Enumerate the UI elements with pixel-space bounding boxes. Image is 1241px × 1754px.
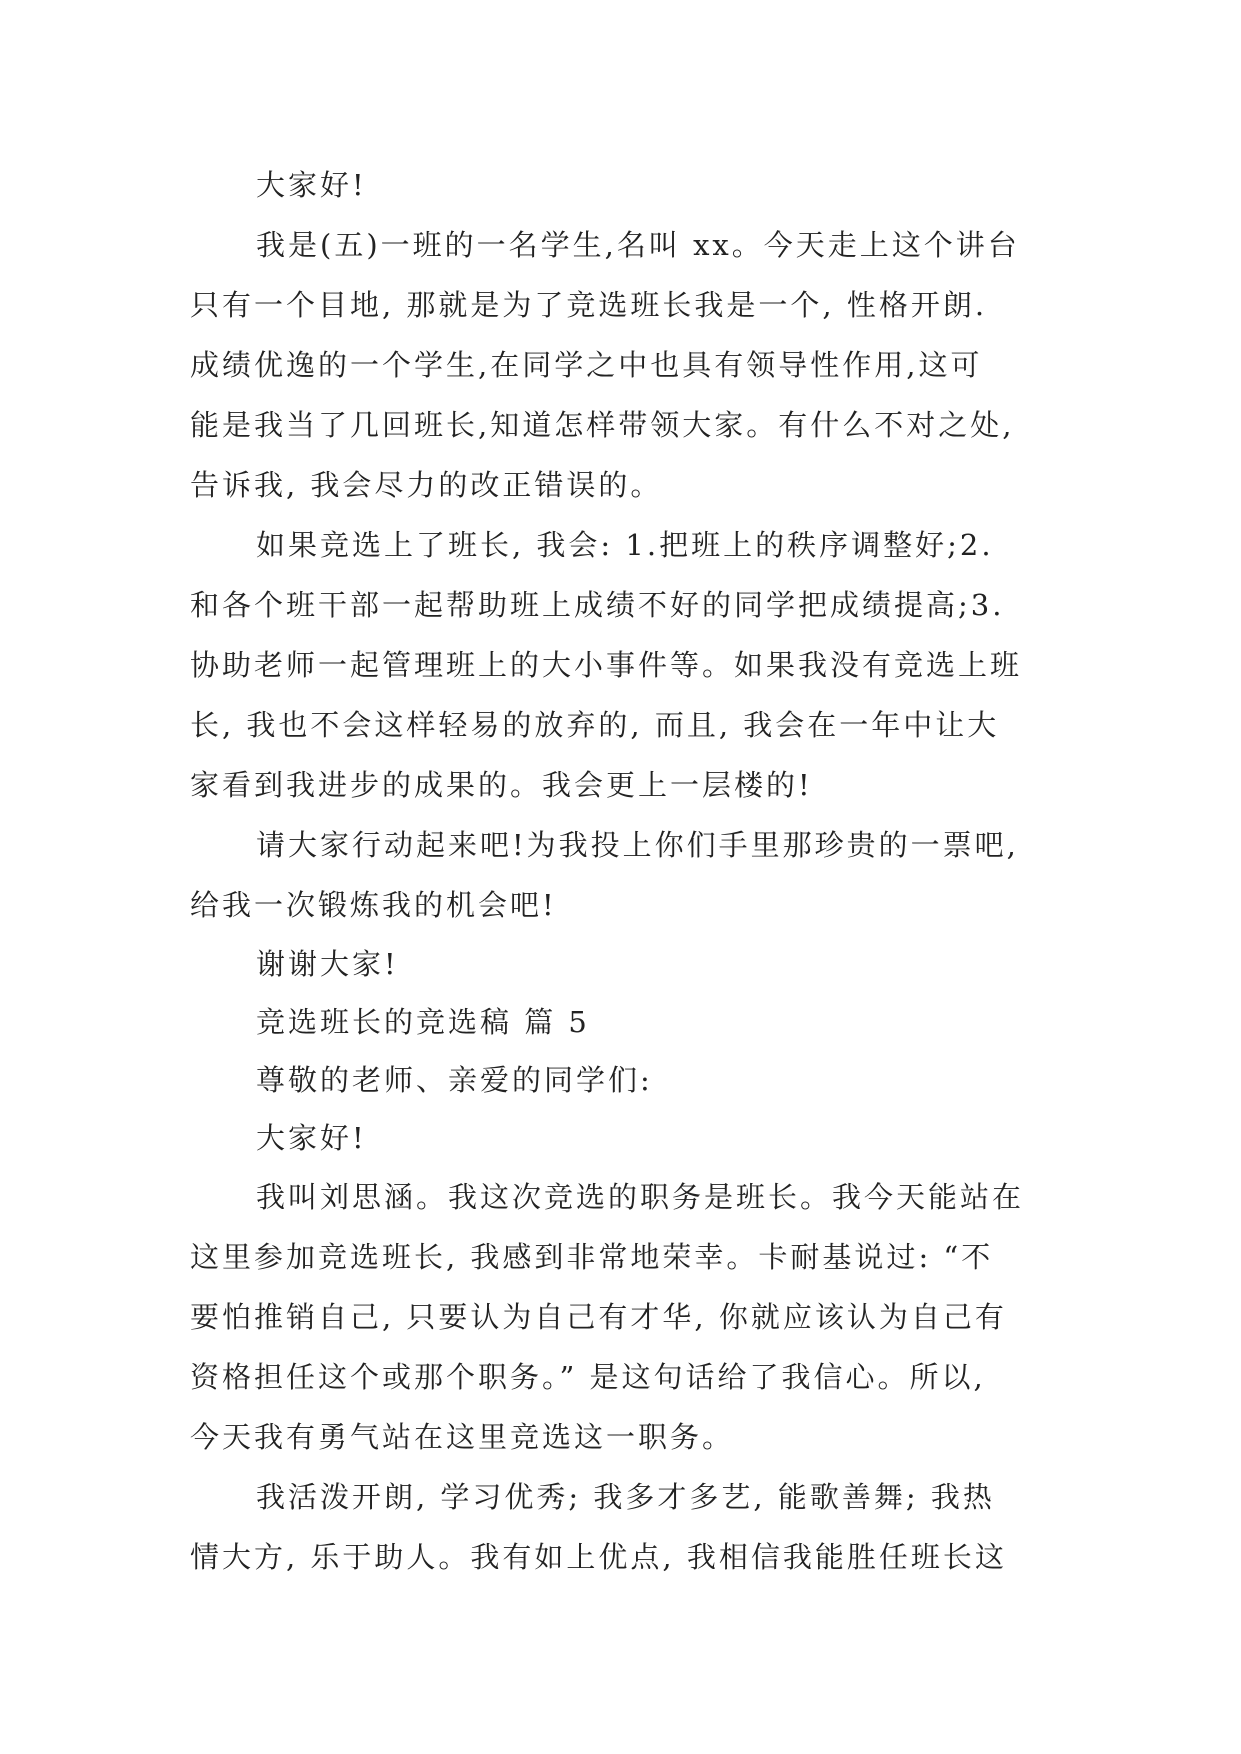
document-body	[190, 155, 1050, 1587]
text-line: 这里参加竞选班长, 我感到非常地荣幸。卡耐基说过: “不	[190, 1240, 994, 1274]
section-heading: 竞选班长的竞选稿 篇 5	[256, 1005, 590, 1039]
text-line: 我叫刘思涵。我这次竞选的职务是班长。我今天能站在	[256, 1180, 1025, 1214]
text-line: 资格担任这个或那个职务。” 是这句话给了我信心。所以,	[190, 1360, 986, 1394]
text-line: 我是(五)一班的一名学生,名叫 xx。今天走上这个讲台	[256, 228, 1020, 262]
text-line: 今天我有勇气站在这里竞选这一职务。	[190, 1420, 735, 1454]
text-line: 协助老师一起管理班上的大小事件等。如果我没有竞选上班	[190, 648, 1023, 682]
text-line: 能是我当了几回班长,知道怎样带领大家。有什么不对之处,	[190, 408, 1015, 442]
greeting-line: 大家好!	[256, 168, 367, 202]
text-line: 成绩优逸的一个学生,在同学之中也具有领导性作用,这可	[190, 348, 983, 382]
text-line: 我活泼开朗, 学习优秀; 我多才多艺, 能歌善舞; 我热	[256, 1480, 995, 1514]
text-line: 要怕推销自己, 只要认为自己有才华, 你就应该认为自己有	[190, 1300, 1007, 1334]
text-line: 长, 我也不会这样轻易的放弃的, 而且, 我会在一年中让大	[190, 708, 1000, 742]
text-line: 只有一个目地, 那就是为了竞选班长我是一个, 性格开朗.	[190, 288, 988, 322]
text-line: 给我一次锻炼我的机会吧!	[190, 888, 557, 922]
text-line: 和各个班干部一起帮助班上成绩不好的同学把成绩提高;3.	[190, 588, 1005, 622]
text-line: 告诉我, 我会尽力的改正错误的。	[190, 468, 663, 502]
salutation-line: 尊敬的老师、亲爱的同学们:	[256, 1063, 653, 1097]
text-line: 如果竞选上了班长, 我会: 1.把班上的秩序调整好;2.	[256, 528, 994, 562]
greeting-line: 大家好!	[256, 1121, 367, 1155]
thanks-line: 谢谢大家!	[256, 947, 399, 981]
text-line: 请大家行动起来吧!为我投上你们手里那珍贵的一票吧,	[256, 828, 1019, 862]
text-line: 情大方, 乐于助人。我有如上优点, 我相信我能胜任班长这	[190, 1540, 1007, 1574]
text-line: 家看到我进步的成果的。我会更上一层楼的!	[190, 768, 813, 802]
